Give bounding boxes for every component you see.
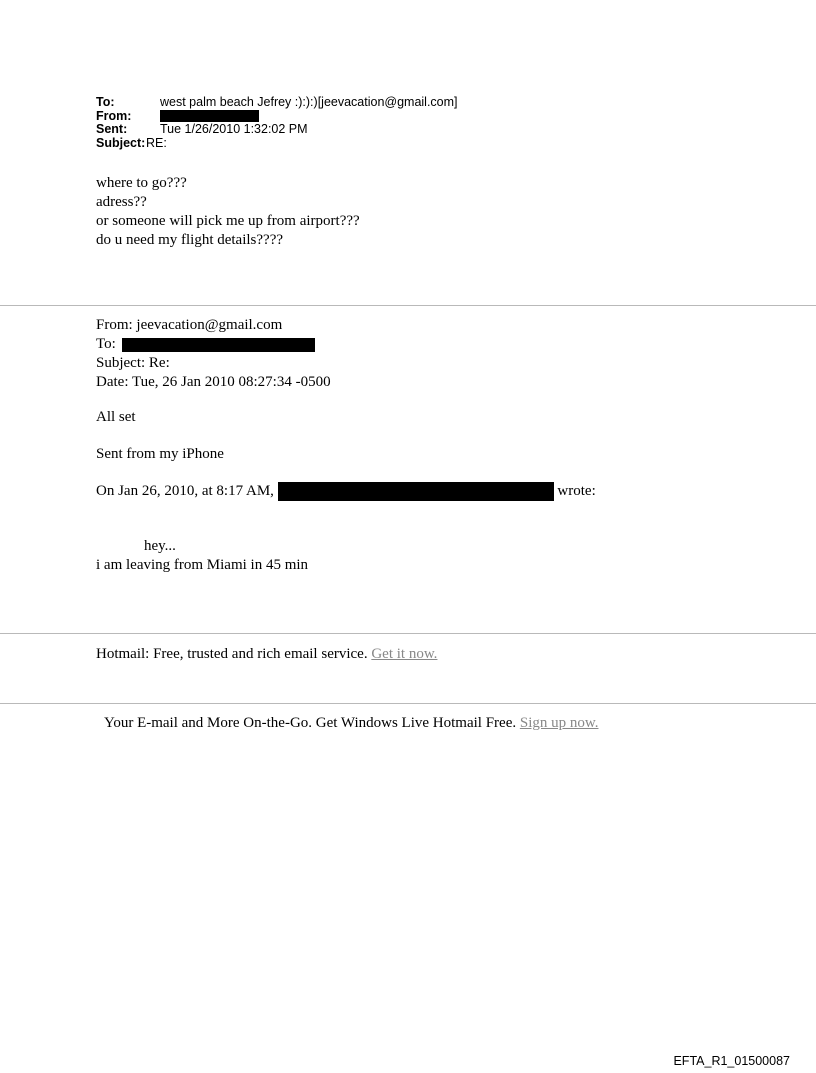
divider — [0, 703, 816, 704]
sign-up-now-link[interactable]: Sign up now. — [519, 715, 599, 731]
subject-value: RE: — [146, 135, 167, 150]
body-line: adress?? — [96, 194, 147, 210]
ad-text: Your E-mail and More On-the-Go. Get Windows Live Hotmail Free. — [104, 715, 517, 731]
quoted-to-label: To: — [96, 336, 116, 352]
wrote-suffix: wrote: — [557, 483, 596, 499]
ad-text: Hotmail: Free, trusted and rich email service. — [96, 646, 368, 662]
redaction-bar — [278, 482, 554, 501]
quoted-subject: Subject: Re: — [96, 355, 170, 371]
hotmail-ad — [96, 645, 437, 664]
inner-quote — [96, 537, 308, 575]
from-value — [160, 110, 259, 124]
windows-live-ad — [104, 714, 598, 733]
quoted-date: Date: Tue, 26 Jan 2010 08:27:34 -0500 — [96, 374, 331, 390]
quoted-to-row — [96, 335, 331, 354]
subject-label: Subject: — [96, 135, 146, 150]
body-line: where to go??? — [96, 175, 187, 191]
quoted-header — [96, 316, 331, 392]
sent-value: Tue 1/26/2010 1:32:02 PM — [160, 122, 308, 136]
quoted-message: All set — [96, 409, 136, 425]
message-body — [96, 174, 360, 250]
body-line: do u need my flight details???? — [96, 232, 284, 248]
inner-line: i am leaving from Miami in 45 min — [96, 557, 309, 573]
document-id: EFTA_R1_01500087 — [673, 1054, 790, 1068]
get-it-now-link[interactable]: Get it now. — [371, 646, 438, 662]
divider — [0, 633, 816, 634]
wrote-line — [96, 482, 596, 501]
sent-label: Sent: — [96, 122, 128, 136]
divider — [0, 305, 816, 306]
redaction-bar — [160, 110, 259, 122]
to-value: west palm beach Jefrey :):):)[jeevacation@gmail.com] — [160, 95, 458, 109]
redaction-bar — [122, 338, 315, 352]
from-label: From: — [96, 108, 132, 123]
inner-line: hey... — [144, 538, 176, 554]
quoted-signature: Sent from my iPhone — [96, 446, 224, 462]
body-line: or someone will pick me up from airport??? — [96, 213, 360, 229]
to-label: To: — [96, 95, 115, 109]
wrote-prefix: On Jan 26, 2010, at 8:17 AM, — [96, 483, 274, 499]
quoted-from: From: jeevacation@gmail.com — [96, 317, 283, 333]
